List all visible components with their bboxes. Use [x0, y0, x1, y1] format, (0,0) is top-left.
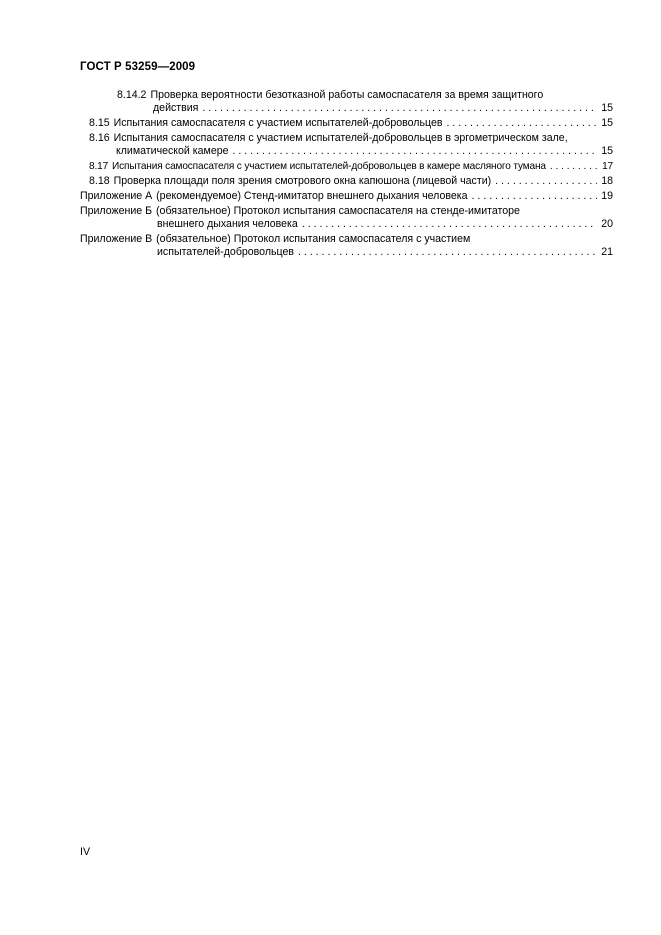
page-number: IV [80, 846, 91, 858]
dot-leader [472, 190, 597, 203]
toc-entry-title: Испытания самоспасателя с участием испытателей-добровольцев в камере масляного тумана [112, 161, 546, 172]
toc-entry-title: Проверка площади поля зрения смотрового окна капюшона (лицевой части) [113, 175, 492, 187]
toc-entry-number: 8.15 [89, 117, 110, 129]
toc-entry-page: 15 [601, 117, 613, 129]
toc-entry-page: 18 [601, 175, 613, 187]
dot-leader [298, 246, 597, 259]
toc-entry-number: Приложение А [80, 190, 153, 202]
toc-entry-title: (обязательное) Протокол испытания самоспасателя с участием [156, 233, 471, 245]
toc-entry-number: 8.17 [89, 161, 109, 172]
table-of-contents [80, 89, 613, 261]
toc-entry[interactable] [80, 132, 613, 158]
dot-leader [446, 117, 597, 130]
toc-entry[interactable] [80, 205, 613, 231]
toc-entry-page: 15 [601, 102, 613, 114]
toc-entry-page: 19 [601, 190, 613, 202]
toc-entry[interactable] [80, 175, 613, 188]
toc-entry[interactable] [80, 89, 613, 115]
toc-entry[interactable] [80, 117, 613, 130]
toc-entry-page: 20 [601, 218, 613, 230]
dot-leader [550, 160, 597, 173]
toc-entry[interactable] [80, 233, 613, 259]
toc-entry-page: 21 [601, 246, 613, 258]
toc-entry-number: Приложение В [80, 233, 153, 245]
toc-entry-title: (рекомендуемое) Стенд-имитатор внешнего дыхания человека [156, 190, 468, 202]
toc-entry-page: 15 [601, 145, 613, 157]
toc-entry-title: Испытания самоспасателя с участием испытателей-добровольцев в эргометрическом зале, [113, 132, 568, 144]
dot-leader [233, 145, 598, 158]
dot-leader [302, 218, 597, 231]
toc-entry-title-continued: внешнего дыхания человека [157, 218, 298, 230]
document-header: ГОСТ Р 53259—2009 [80, 61, 196, 73]
toc-entry-title-continued: действия [153, 102, 199, 114]
toc-entry-number: 8.18 [89, 175, 110, 187]
toc-entry[interactable] [80, 190, 613, 203]
toc-entry-number: 8.14.2 [117, 89, 147, 101]
toc-entry-number: Приложение Б [80, 205, 153, 217]
dot-leader [495, 175, 597, 188]
toc-entry-title-continued: испытателей-добровольцев [157, 246, 295, 258]
toc-entry-title: Испытания самоспасателя с участием испытателей-добровольцев [113, 117, 443, 129]
dot-leader [202, 102, 597, 115]
toc-entry-page: 17 [602, 161, 613, 172]
toc-entry-title: Проверка вероятности безотказной работы самоспасателя за время защитного [150, 89, 544, 101]
toc-entry-title-continued: климатической камере [116, 145, 229, 157]
toc-entry-title: (обязательное) Протокол испытания самоспасателя на стенде-имитаторе [156, 205, 520, 217]
toc-entry-number: 8.16 [89, 132, 110, 144]
toc-entry[interactable] [80, 160, 613, 173]
